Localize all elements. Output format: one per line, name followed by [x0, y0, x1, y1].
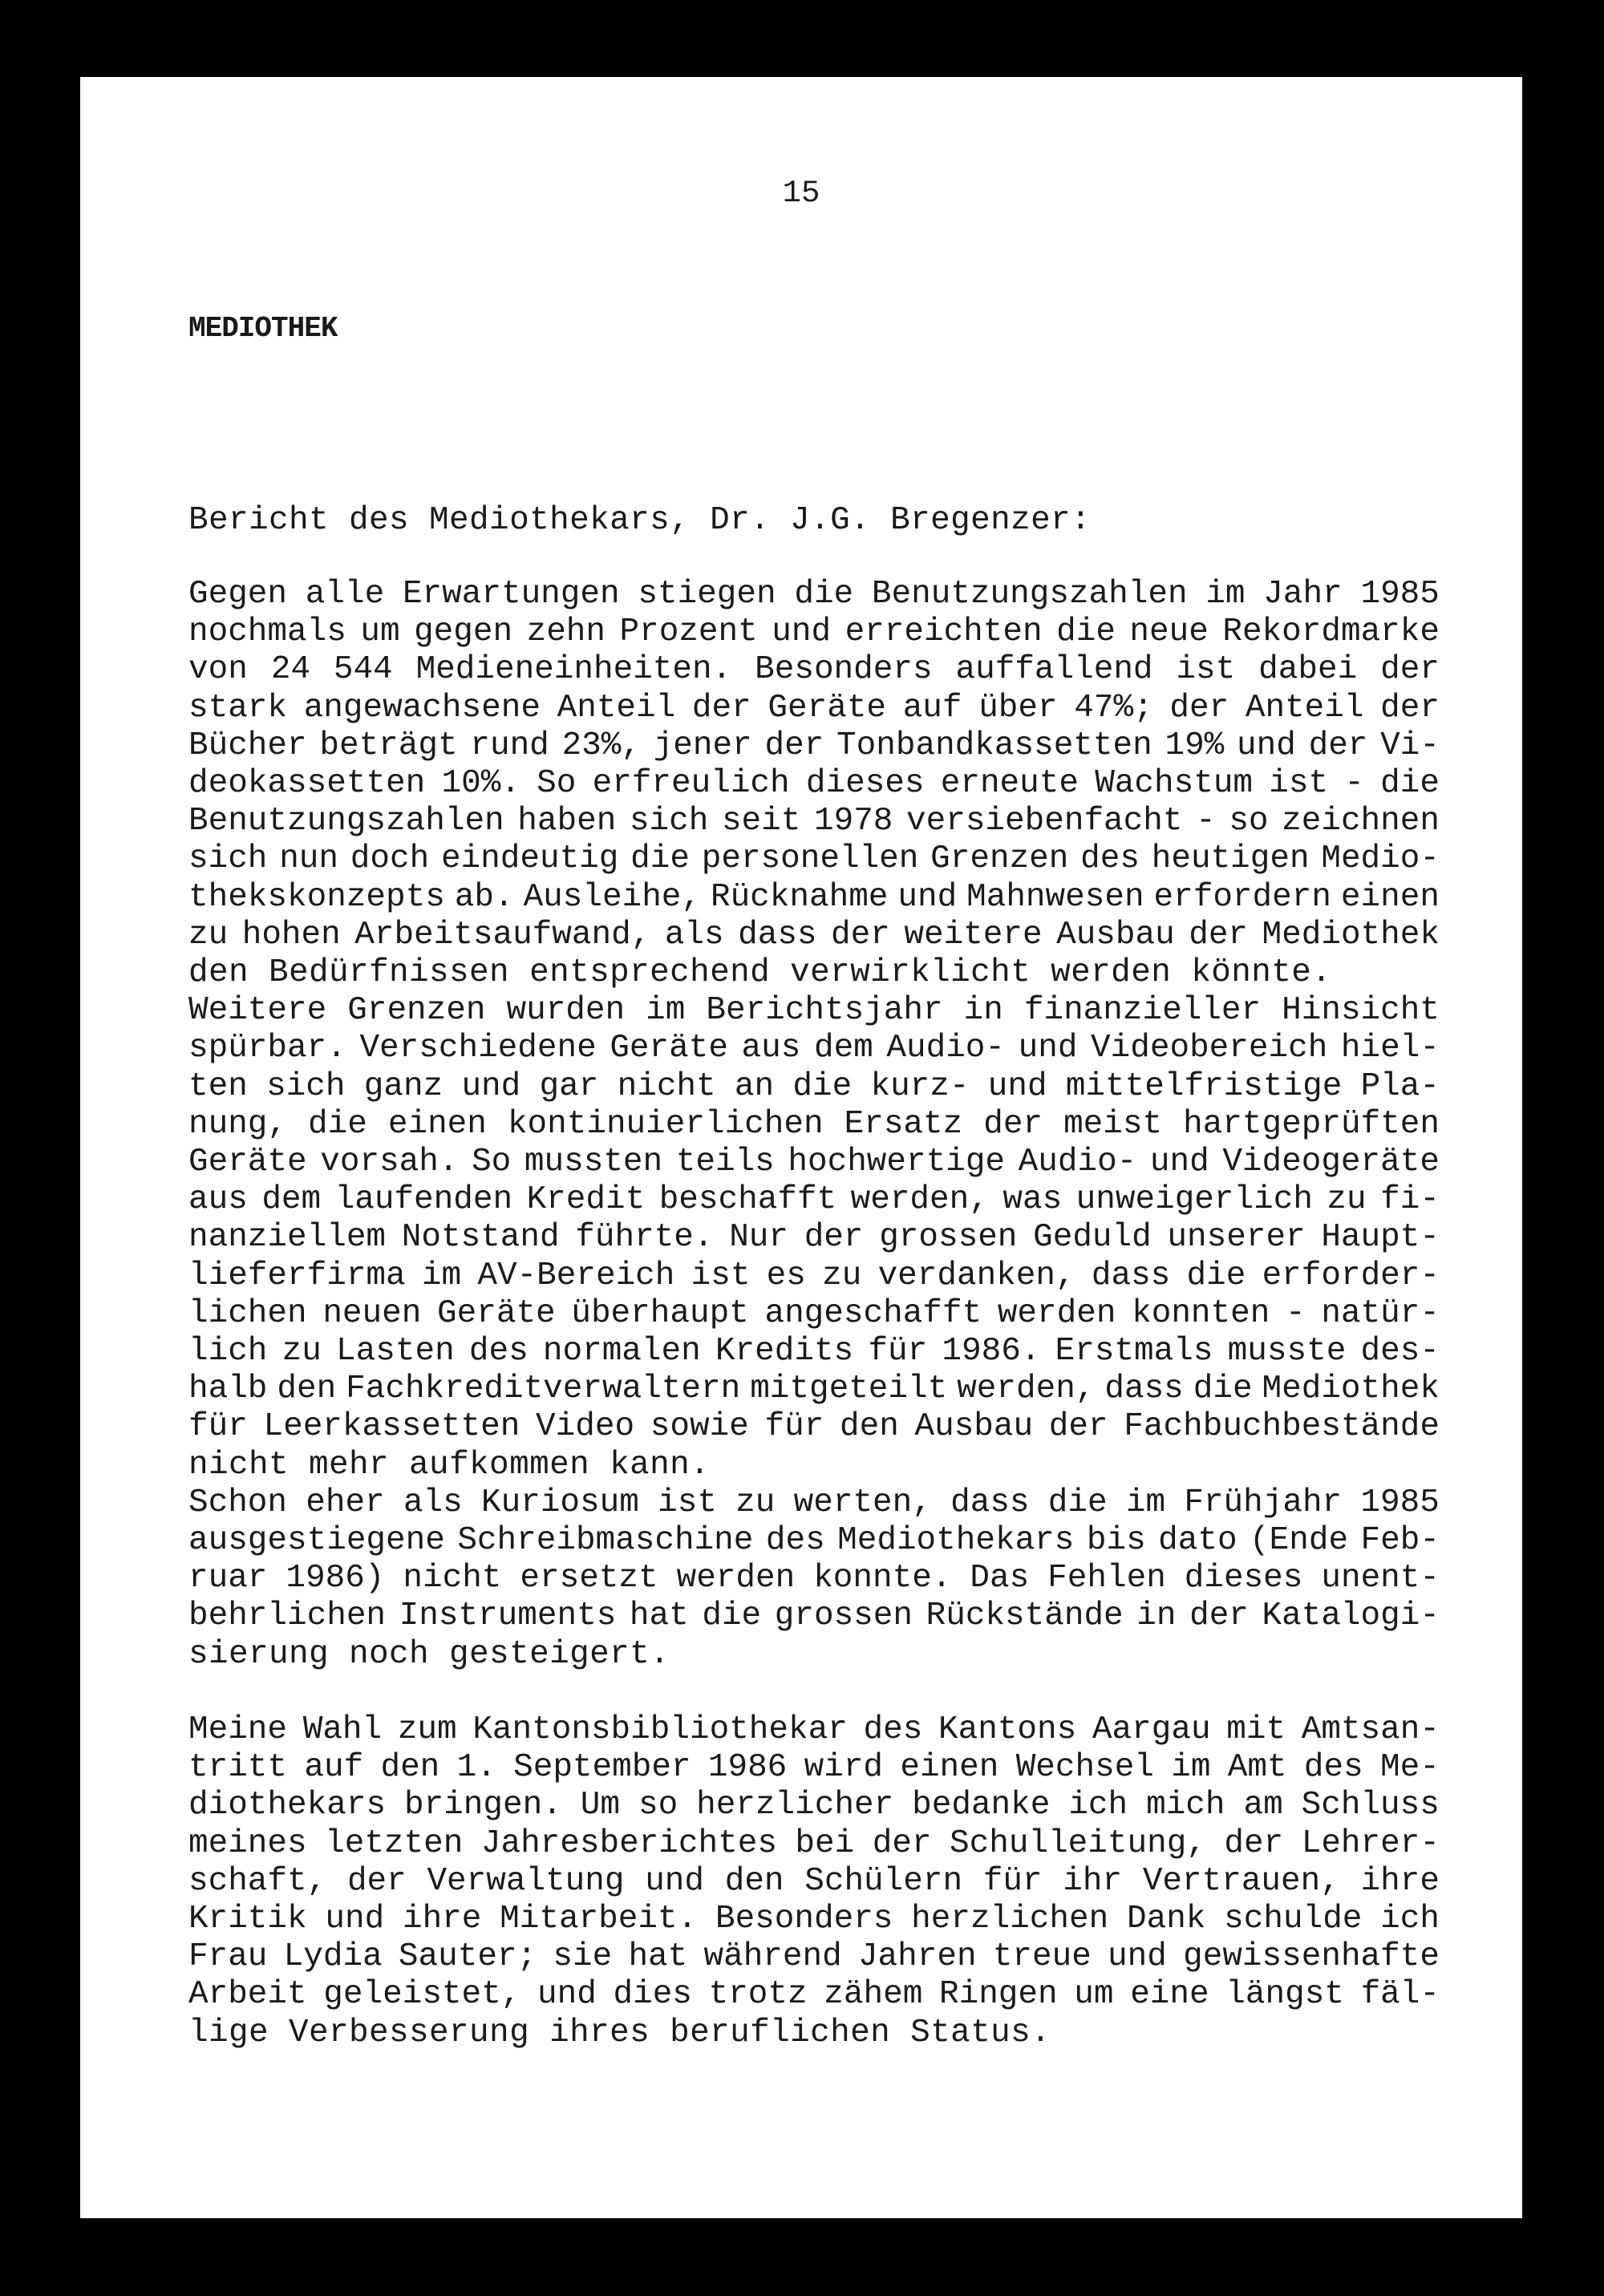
text-line: ruar 1986) nicht ersetzt werden konnte. Das Fehlen dieses unent-	[188, 1560, 1440, 1597]
text-line: thekskonzepts ab. Ausleihe, Rücknahme und Mahnwesen erfordern einen	[188, 878, 1440, 916]
text-line: lieferfirma im AV-Bereich ist es zu verdanken, dass die erforder-	[188, 1257, 1440, 1294]
text-line: spürbar. Verschiedene Geräte aus dem Audio- und Videobereich hiel-	[188, 1030, 1440, 1067]
text-line: deokassetten 10%. So erfreulich dieses erneute Wachstum ist - die	[188, 765, 1440, 802]
text-line: Bücher beträgt rund 23%, jener der Tonbandkassetten 19% und der Vi-	[188, 727, 1440, 764]
text-line: tritt auf den 1. September 1986 wird einen Wechsel im Amt des Me-	[188, 1749, 1440, 1787]
text-line: ten sich ganz und gar nicht an die kurz- und mittelfristige Pla-	[188, 1067, 1440, 1105]
section-title: MEDIOTHEK	[188, 312, 338, 345]
text-line: den Bedürfnissen entsprechend verwirklicht werden könnte.	[188, 954, 1332, 991]
text-line: sierung noch gesteigert.	[188, 1635, 670, 1673]
report-intro: Bericht des Mediothekars, Dr. J.G. Bregenzer:	[188, 502, 1092, 539]
text-line: lich zu Lasten des normalen Kredits für 1986. Erstmals musste des-	[188, 1333, 1440, 1370]
text-line: behrlichen Instruments hat die grossen Rückstände in der Katalogi-	[188, 1597, 1440, 1635]
text-line: von 24 544 Medieneinheiten. Besonders auffallend ist dabei der	[188, 651, 1440, 689]
text-line: nochmals um gegen zehn Prozent und erreichten die neue Rekordmarke	[188, 613, 1440, 651]
text-line: Meine Wahl zum Kantonsbibliothekar des Kantons Aargau mit Amtsan-	[188, 1711, 1440, 1748]
text-line: lige Verbesserung ihres beruflichen Status.	[188, 2014, 1051, 2051]
text-line: ausgestiegene Schreibmaschine des Mediothekars bis dato (Ende Feb-	[188, 1522, 1440, 1559]
document-page	[80, 77, 1522, 2218]
text-line: aus dem laufenden Kredit beschafft werden, was unweigerlich zu fi-	[188, 1181, 1440, 1219]
text-line: Arbeit geleistet, und dies trotz zähem Ringen um eine längst fäl-	[188, 1976, 1440, 2014]
text-line: diothekars bringen. Um so herzlicher bedanke ich mich am Schluss	[188, 1787, 1440, 1824]
text-line: sich nun doch eindeutig die personellen Grenzen des heutigen Medio-	[188, 840, 1440, 878]
text-line: zu hohen Arbeitsaufwand, als dass der weitere Ausbau der Mediothek	[188, 916, 1440, 954]
text-line: Gegen alle Erwartungen stiegen die Benutzungszahlen im Jahr 1985	[188, 576, 1440, 613]
text-line: für Leerkassetten Video sowie für den Ausbau der Fachbuchbestände	[188, 1408, 1440, 1446]
text-line: halb den Fachkreditverwaltern mitgeteilt werden, dass die Mediothek	[188, 1371, 1440, 1408]
text-line: lichen neuen Geräte überhaupt angeschafft werden konnten - natür-	[188, 1294, 1440, 1332]
text-line: Schon eher als Kuriosum ist zu werten, dass die im Frühjahr 1985	[188, 1484, 1440, 1521]
text-line: meines letzten Jahresberichtes bei der Schulleitung, der Lehrer-	[188, 1824, 1440, 1862]
text-line: Geräte vorsah. So mussten teils hochwertige Audio- und Videogeräte	[188, 1144, 1440, 1180]
page-number: 15	[782, 176, 820, 211]
text-line: Benutzungszahlen haben sich seit 1978 versiebenfacht - so zeichnen	[188, 803, 1440, 840]
text-line: nicht mehr aufkommen kann.	[188, 1446, 711, 1484]
text-line: Weitere Grenzen wurden im Berichtsjahr in finanzieller Hinsicht	[188, 992, 1440, 1030]
text-line: schaft, der Verwaltung und den Schülern für ihr Vertrauen, ihre	[188, 1862, 1440, 1900]
text-line: nanziellem Notstand führte. Nur der grossen Geduld unserer Haupt-	[188, 1219, 1440, 1257]
text-line: stark angewachsene Anteil der Geräte auf über 47%; der Anteil der	[188, 689, 1440, 727]
text-line: Kritik und ihre Mitarbeit. Besonders herzlichen Dank schulde ich	[188, 1901, 1440, 1938]
text-line: nung, die einen kontinuierlichen Ersatz der meist hartgeprüften	[188, 1105, 1440, 1143]
text-line: Frau Lydia Sauter; sie hat während Jahren treue und gewissenhafte	[188, 1938, 1440, 1976]
